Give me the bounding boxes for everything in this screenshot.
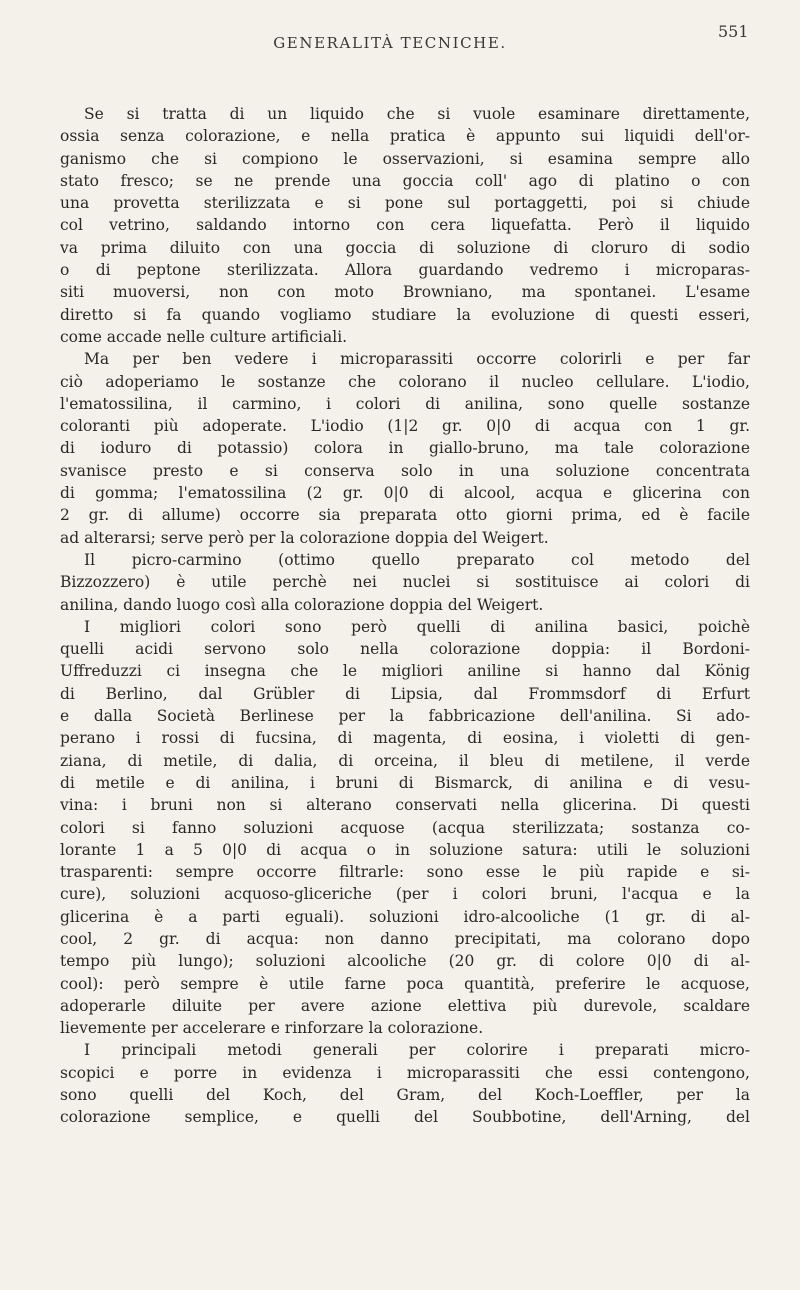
text-line: ganismo che si compiono le osservazioni, si esamina sempre allo (60, 149, 750, 168)
text-line: ziana, di metile, di dalia, di orceina, il bleu di metilene, il verde (60, 751, 750, 770)
text-line: trasparenti: sempre occorre filtrarle: sono esse le più rapide e si- (60, 863, 750, 882)
text-line: e dalla Società Berlinese per la fabbricazione dell'anilina. Si ado- (60, 707, 750, 726)
text-line: I principali metodi generali per colorire i preparati micro- (84, 1041, 750, 1060)
page-number: 551 (718, 22, 749, 41)
text-line: lorante 1 a 5 0|0 di acqua o in soluzione satura: utili le soluzioni (60, 840, 750, 859)
text-line: anilina, dando luogo così alla colorazione doppia del Weigert. (60, 595, 544, 614)
text-line: adoperarle diluite per avere azione elettiva più durevole, scaldare (60, 996, 750, 1015)
text-line: una provetta sterilizzata e si pone sul portaggetti, poi si chiude (60, 194, 750, 213)
text-line: Uffreduzzi ci insegna che le migliori aniline si hanno dal König (60, 662, 750, 681)
text-line: I migliori colori sono però quelli di anilina basici, poichè (84, 617, 750, 636)
page-header (0, 0, 800, 60)
text-line: siti muoversi, non con moto Browniano, ma spontanei. L'esame (60, 283, 750, 302)
bottom-margin (0, 1196, 800, 1290)
text-line: svanisce presto e si conserva solo in una soluzione concentrata (60, 461, 750, 480)
running-title: GENERALITÀ TECNICHE. (273, 34, 507, 52)
text-line: colori si fanno soluzioni acquose (acqua sterilizzata; sostanza co- (60, 818, 750, 837)
text-line: perano i rossi di fucsina, di magenta, di eosina, i violetti di gen- (60, 729, 750, 748)
text-line: glicerina è a parti eguali). soluzioni idro-alcooliche (1 gr. di al- (60, 907, 750, 926)
text-line: diretto si fa quando vogliamo studiare la evoluzione di questi esseri, (60, 305, 750, 324)
text-line: quelli acidi servono solo nella colorazione doppia: il Bordoni- (60, 640, 750, 659)
text-line: Il picro-carmino (ottimo quello preparato col metodo del (84, 550, 750, 569)
text-line: cool, 2 gr. di acqua: non danno precipitati, ma colorano dopo (60, 929, 750, 948)
text-line: di Berlino, dal Grübler di Lipsia, dal Frommsdorf di Erfurt (60, 684, 750, 703)
body-text (60, 103, 750, 1129)
text-line: o di peptone sterilizzata. Allora guardando vedremo i microparas- (60, 261, 750, 280)
text-line: cure), soluzioni acquoso-gliceriche (per i colori bruni, l'acqua e la (60, 885, 750, 904)
text-line: colorazione semplice, e quelli del Soubbotine, dell'Arning, del (60, 1108, 750, 1127)
text-line: Ma per ben vedere i microparassiti occorre colorirli e per far (84, 350, 750, 369)
text-line: Bizzozzero) è utile perchè nei nuclei si sostituisce ai colori di (60, 573, 750, 592)
text-line: ciò adoperiamo le sostanze che colorano il nucleo cellulare. L'iodio, (60, 372, 750, 391)
text-line: ad alterarsi; serve però per la colorazione doppia del Weigert. (60, 528, 549, 547)
text-line: va prima diluito con una goccia di soluzione di cloruro di sodio (60, 238, 750, 257)
text-line: di metile e di anilina, i bruni di Bismarck, di anilina e di vesu- (60, 773, 750, 792)
text-line: coloranti più adoperate. L'iodio (1|2 gr. 0|0 di acqua con 1 gr. (60, 417, 750, 436)
text-line: come accade nelle culture artificiali. (60, 327, 348, 346)
text-line: Se si tratta di un liquido che si vuole esaminare direttamente, (84, 105, 750, 123)
text-line: l'ematossilina, il carmino, i colori di anilina, sono quelle sostanze (60, 394, 750, 413)
text-line: ossia senza colorazione, e nella pratica è appunto sui liquidi dell'or- (60, 127, 750, 146)
text-line: stato fresco; se ne prende una goccia coll' ago di platino o con (60, 171, 750, 190)
text-line: col vetrino, saldando intorno con cera liquefatta. Però il liquido (60, 216, 750, 235)
text-line: 2 gr. di allume) occorre sia preparata otto giorni prima, ed è facile (60, 506, 750, 525)
text-line: di gomma; l'ematossilina (2 gr. 0|0 di alcool, acqua e glicerina con (60, 484, 750, 503)
text-line: di ioduro di potassio) colora in giallo-bruno, ma tale colorazione (60, 439, 750, 458)
text-line: lievemente per accelerare e rinforzare la colorazione. (60, 1019, 484, 1038)
text-line: sono quelli del Koch, del Gram, del Koch-Loeffler, per la (60, 1086, 750, 1105)
text-line: cool): però sempre è utile farne poca quantità, preferire le acquose, (60, 974, 750, 993)
text-line: vina: i bruni non si alterano conservati nella glicerina. Di questi (60, 796, 750, 815)
text-line: tempo più lungo); soluzioni alcooliche (20 gr. di colore 0|0 di al- (60, 952, 750, 971)
text-line: scopici e porre in evidenza i microparassiti che essi contengono, (60, 1063, 750, 1082)
